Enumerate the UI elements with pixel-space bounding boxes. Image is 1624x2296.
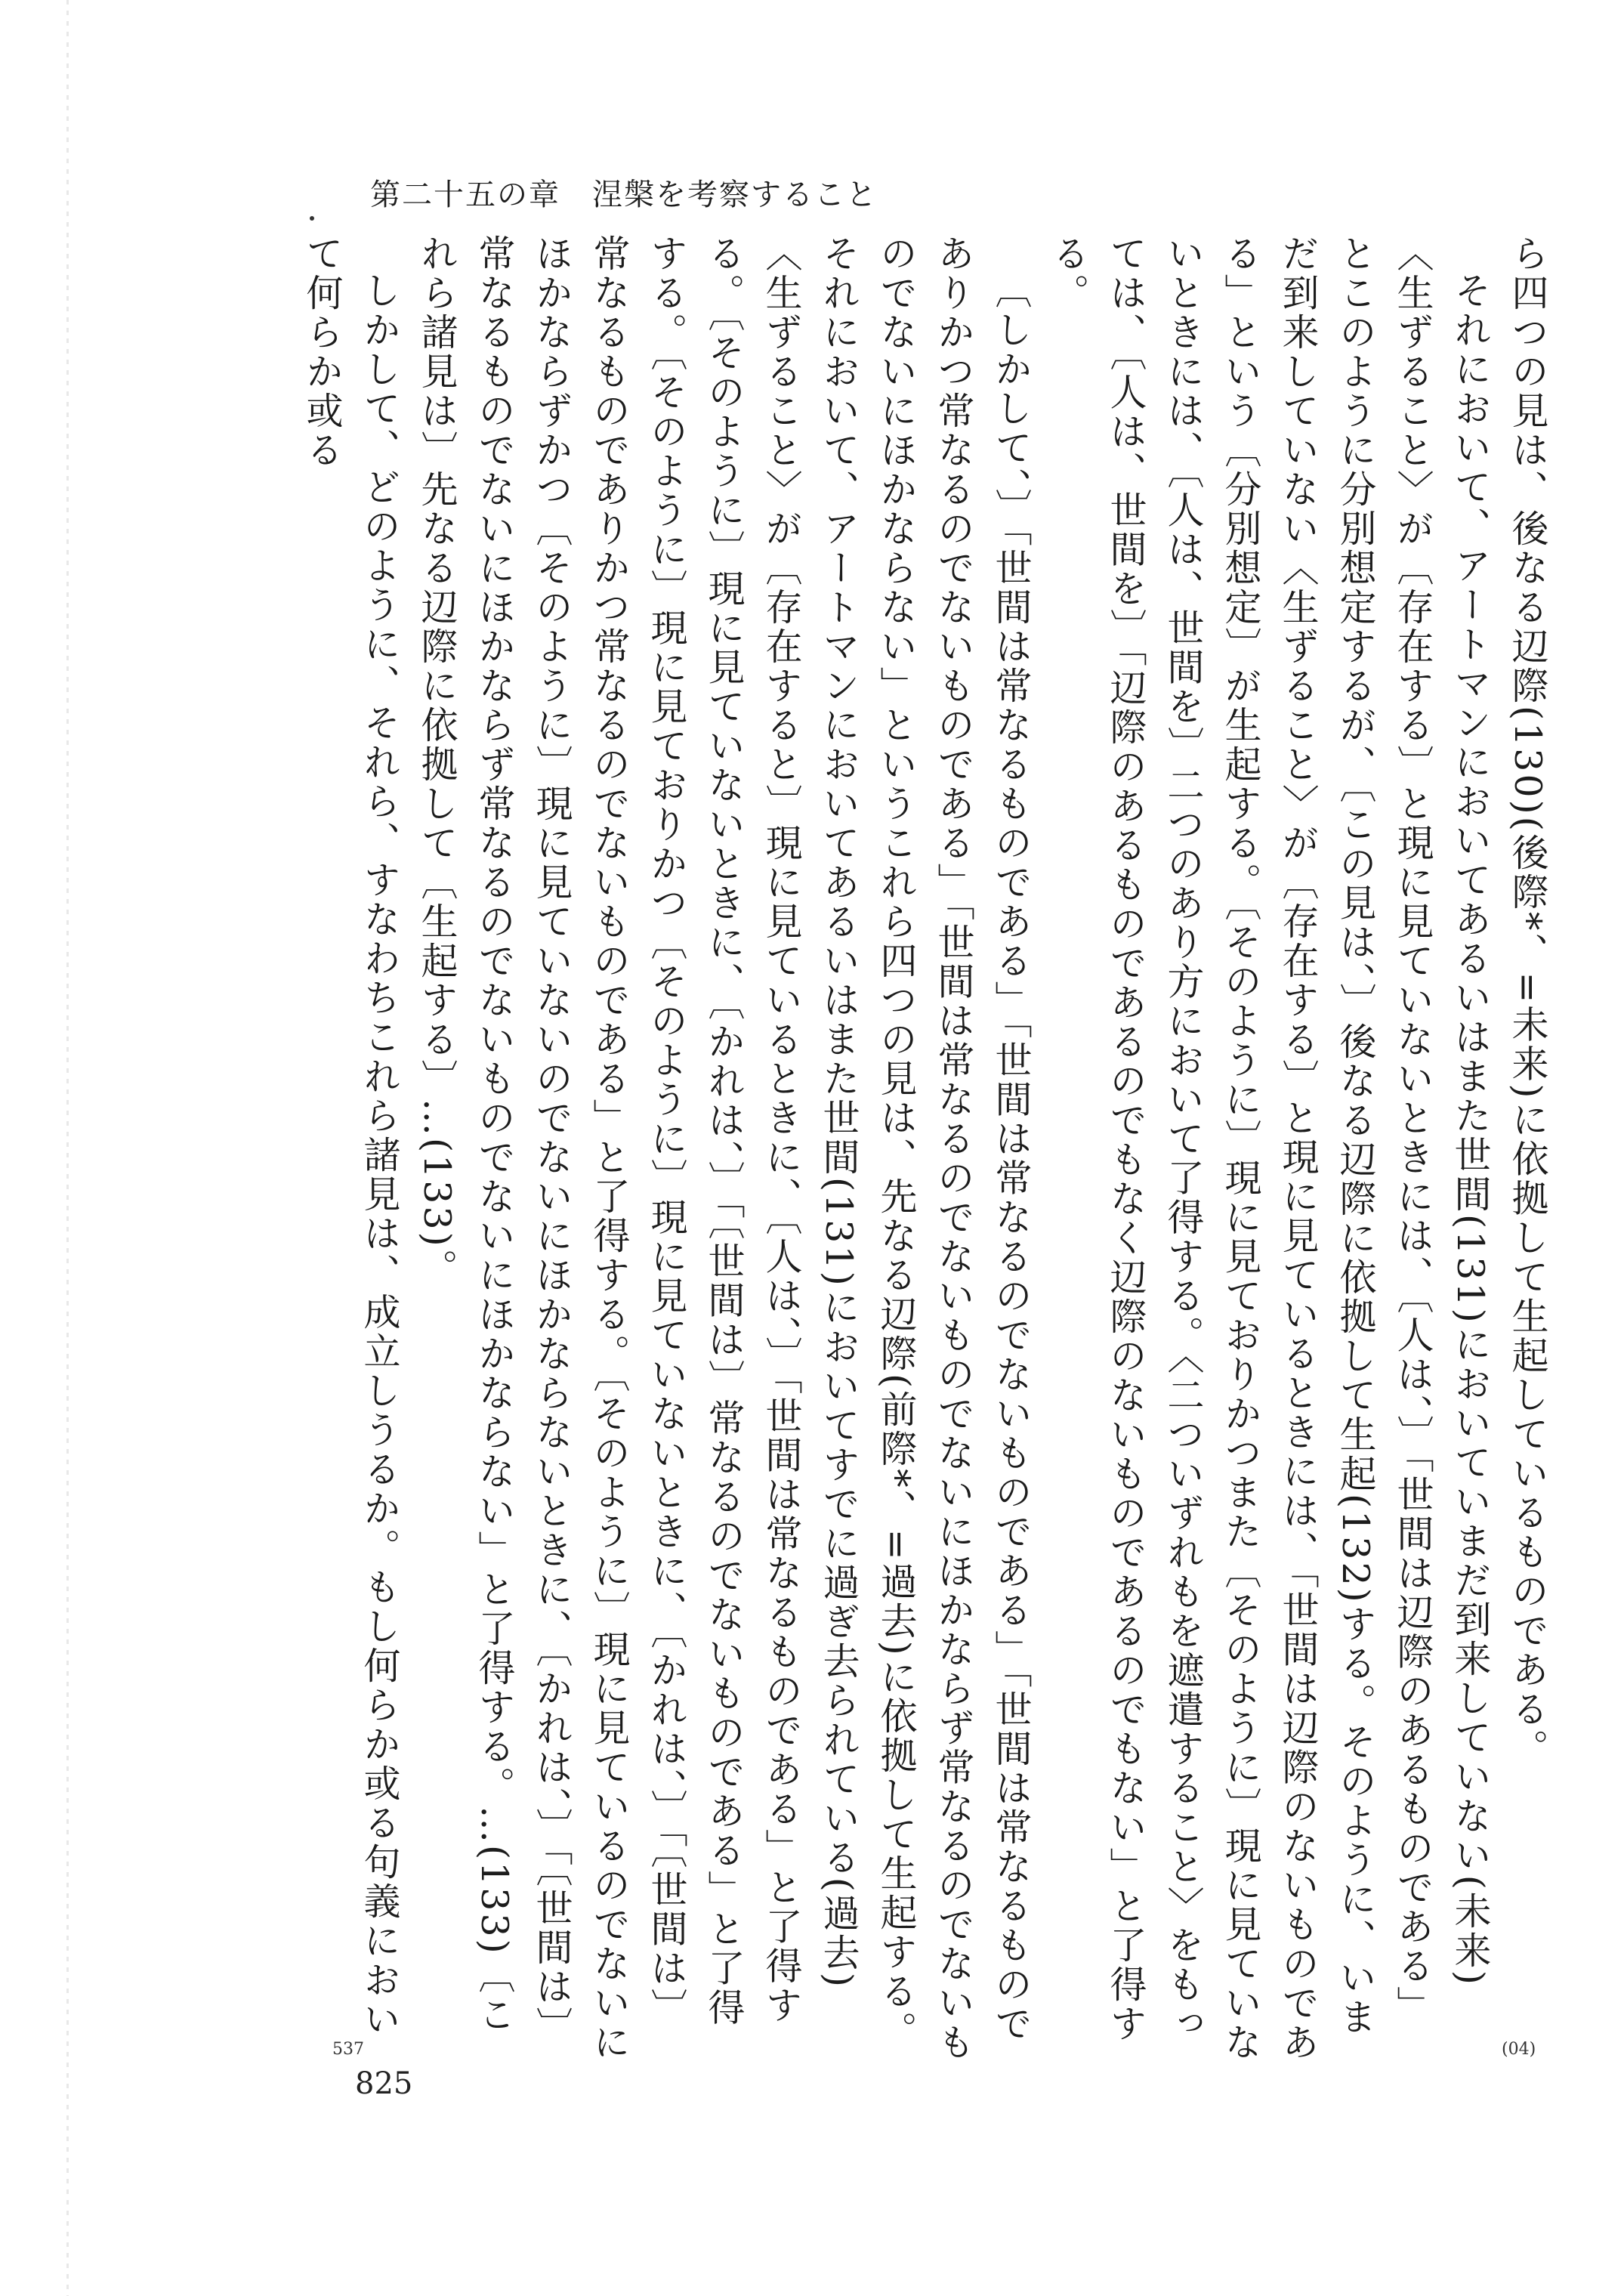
running-header: 第二十五の章 涅槃を考察すること (370, 178, 878, 212)
paragraph-continuation: ら四つの見は、後なる辺際(130)(後際*、=未来)に依拠して生起しているものである。 (1506, 234, 1549, 1769)
stray-dot (310, 216, 314, 221)
paragraph: 〔しかして、〕「世間は常なるものである」「世間は常なるのでないものである」「世間は常なるものでありかつ常なるのでないものである」「世間は常なるのでないものでないにほかならず常なるのでないものでないにほかならない」というこれら四つの見は、先なる辺際(前際*、=過去)に依拠して生起する。それにおいて、アートマンにおいてあるいはまた世間(131)においてすでに過ぎ去られている(過去)〈生ずること〉が〔存在すると〕現に見ているときに、〔人は、〕「世間は常なるものである」と了得する。〔そのように〕現に見ていないときに、〔かれは、〕「〔世間は〕常なるのでないものである」と了得する。〔そのように〕現に見ておりかつ〔そのように〕現に見ていないときに、〔かれは、〕「〔世間は〕常なるものでありかつ常なるのでないものである」と了得する。〔そのように〕現に見ているのでないにほかならずかつ〔そのように〕現に見ていないのでないにほかならないときに、〔かれは、〕「〔世間は〕常なるものでないにほかならず常なるのでないものでないにほかならない」と了得する。…(133)〔これら諸見は〕先なる辺際に依拠して〔生起する〕…(133)。 (415, 234, 1033, 2063)
page-number: 825 (355, 2066, 413, 2101)
body-text (301, 234, 1556, 2063)
paragraph: しかして、どのように、それら、すなわちこれら諸見は、成立しうるか。もし何らか或る句義において何らか或る (301, 234, 401, 2039)
original-page-number: 537 (332, 2040, 364, 2059)
margin-mark: (04) (1502, 2040, 1536, 2059)
paragraph: それにおいて、アートマンにおいてあるいはまた世間(131)においていまだ到来していない(未来)〈生ずること〉が〔存在する〕と現に見ていないときには、〔人は、〕「世間は辺際のあるものである」とこのように分別想定するが、〔この見は、〕後なる辺際に依拠して生起(132)する。そのように、いまだ到来していない〈生ずること〉が〔存在する〕と現に見ているときには、「世間は辺際のないものである」という〔分別想定〕が生起する。〔そのように〕現に見ておりかつまた〔そのように〕現に見ていないときには、〔人は、世間を〕二つのあり方において了得する。〈二ついずれもを遮遣すること〉をもっては、〔人は、世間を〕「辺際のあるものであるのでもなく辺際のないものであるのでもない」と了得する。 (1047, 234, 1492, 2063)
scan-edge (66, 0, 69, 2296)
